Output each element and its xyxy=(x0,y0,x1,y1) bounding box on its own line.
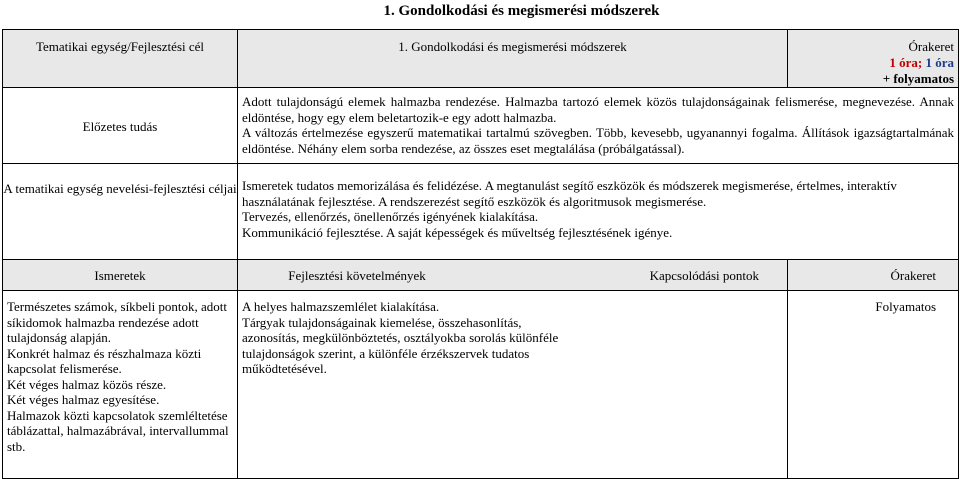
hours-blue: 1 óra xyxy=(925,55,955,70)
prior-knowledge-label: Előzetes tudás xyxy=(3,88,238,164)
prior-knowledge-content xyxy=(238,88,959,164)
knowledge-line-1: Természetes számok, síkbeli pontok, adott síkidomok halmazba rendezése adott tulajdonság alapján. xyxy=(7,299,228,345)
knowledge-header: Ismeretek xyxy=(3,260,238,291)
hours-label: Órakeret xyxy=(908,39,955,54)
requirements-content xyxy=(238,291,788,479)
knowledge-line-5: Halmazok közti kapcsolatok szemléltetése táblázattal, halmazábrával, intervallummal stb. xyxy=(7,407,229,454)
hours-subheader: Órakeret xyxy=(788,260,959,291)
curriculum-table xyxy=(2,29,959,479)
knowledge-line-2: Konkrét halmaz és részhalmaza közti kapcsolat felismerése. xyxy=(7,345,202,376)
requirements-header xyxy=(238,260,788,291)
goals-line-2: Tervezés, ellenőrzés, önellenőrzés igényének kialakítása. xyxy=(242,209,539,224)
knowledge-content xyxy=(3,291,238,479)
page-title: 1. Gondolkodási és megismerési módszerek xyxy=(383,3,660,19)
goals-content xyxy=(238,164,959,260)
requirements-header-label: Fejlesztési követelmények xyxy=(288,268,426,283)
prior-knowledge-line-1: Adott tulajdonságú elemek halmazba rendezése. Halmazba tartozó elemek közös tulajdonságainak felismerése, megnevezése. Annak eldöntése, hogy egy elem beletartozik-e egy adott halmazba. xyxy=(242,94,955,125)
header-row xyxy=(3,30,959,88)
goals-row xyxy=(3,164,959,260)
hours-content: Folyamatos xyxy=(788,291,959,479)
hours-continuous: + folyamatos xyxy=(882,71,955,86)
knowledge-line-3: Két véges halmaz közös része. xyxy=(7,376,167,392)
goals-label: A tematikai egység nevelési-fejlesztési céljai xyxy=(3,164,238,260)
knowledge-line-4: Két véges halmaz egyesítése. xyxy=(7,392,160,407)
requirements-line-1: A helyes halmazszemlélet kialakítása. xyxy=(242,299,440,314)
requirements-line-2: Tárgyak tulajdonságainak kiemelése, összehasonlítás, azonosítás, megkülönböztetés, osztályokba sorolás különféle tulajdonságok szerint, a különféle érzékszervek tudatos működtetésével. xyxy=(242,314,559,376)
goals-line-1: Ismeretek tudatos memorizálása és felidézése. A megtanulást segítő eszközök és módszerek megismerése, értelmes, interaktív használatának fejlesztése. A rendszerezést segítő eszközök és algoritmusok megismerése. xyxy=(242,178,897,209)
hours-header xyxy=(788,30,959,88)
subheader-row xyxy=(3,260,959,291)
prior-knowledge-row xyxy=(3,88,959,164)
goals-line-3: Kommunikáció fejlesztése. A saját képességek és műveltség fejlesztésének igénye. xyxy=(242,224,673,240)
body-row xyxy=(3,291,959,479)
prior-knowledge-line-2: A változás értelmezése egyszerű matematikai tartalmú szövegben. Több, kevesebb, ugyanannyi fogalma. Állítások igazságtartalmának eldöntése. Néhány elem sorba rendezése, az összes eset megtalálása (próbálgatással). xyxy=(242,125,955,156)
unit-title-header: 1. Gondolkodási és megismerési módszerek xyxy=(238,30,788,88)
unit-goal-header: Tematikai egység/Fejlesztési cél xyxy=(3,30,238,88)
hours-red: 1 óra; xyxy=(889,55,923,70)
connections-header-label: Kapcsolódási pontok xyxy=(649,268,760,283)
